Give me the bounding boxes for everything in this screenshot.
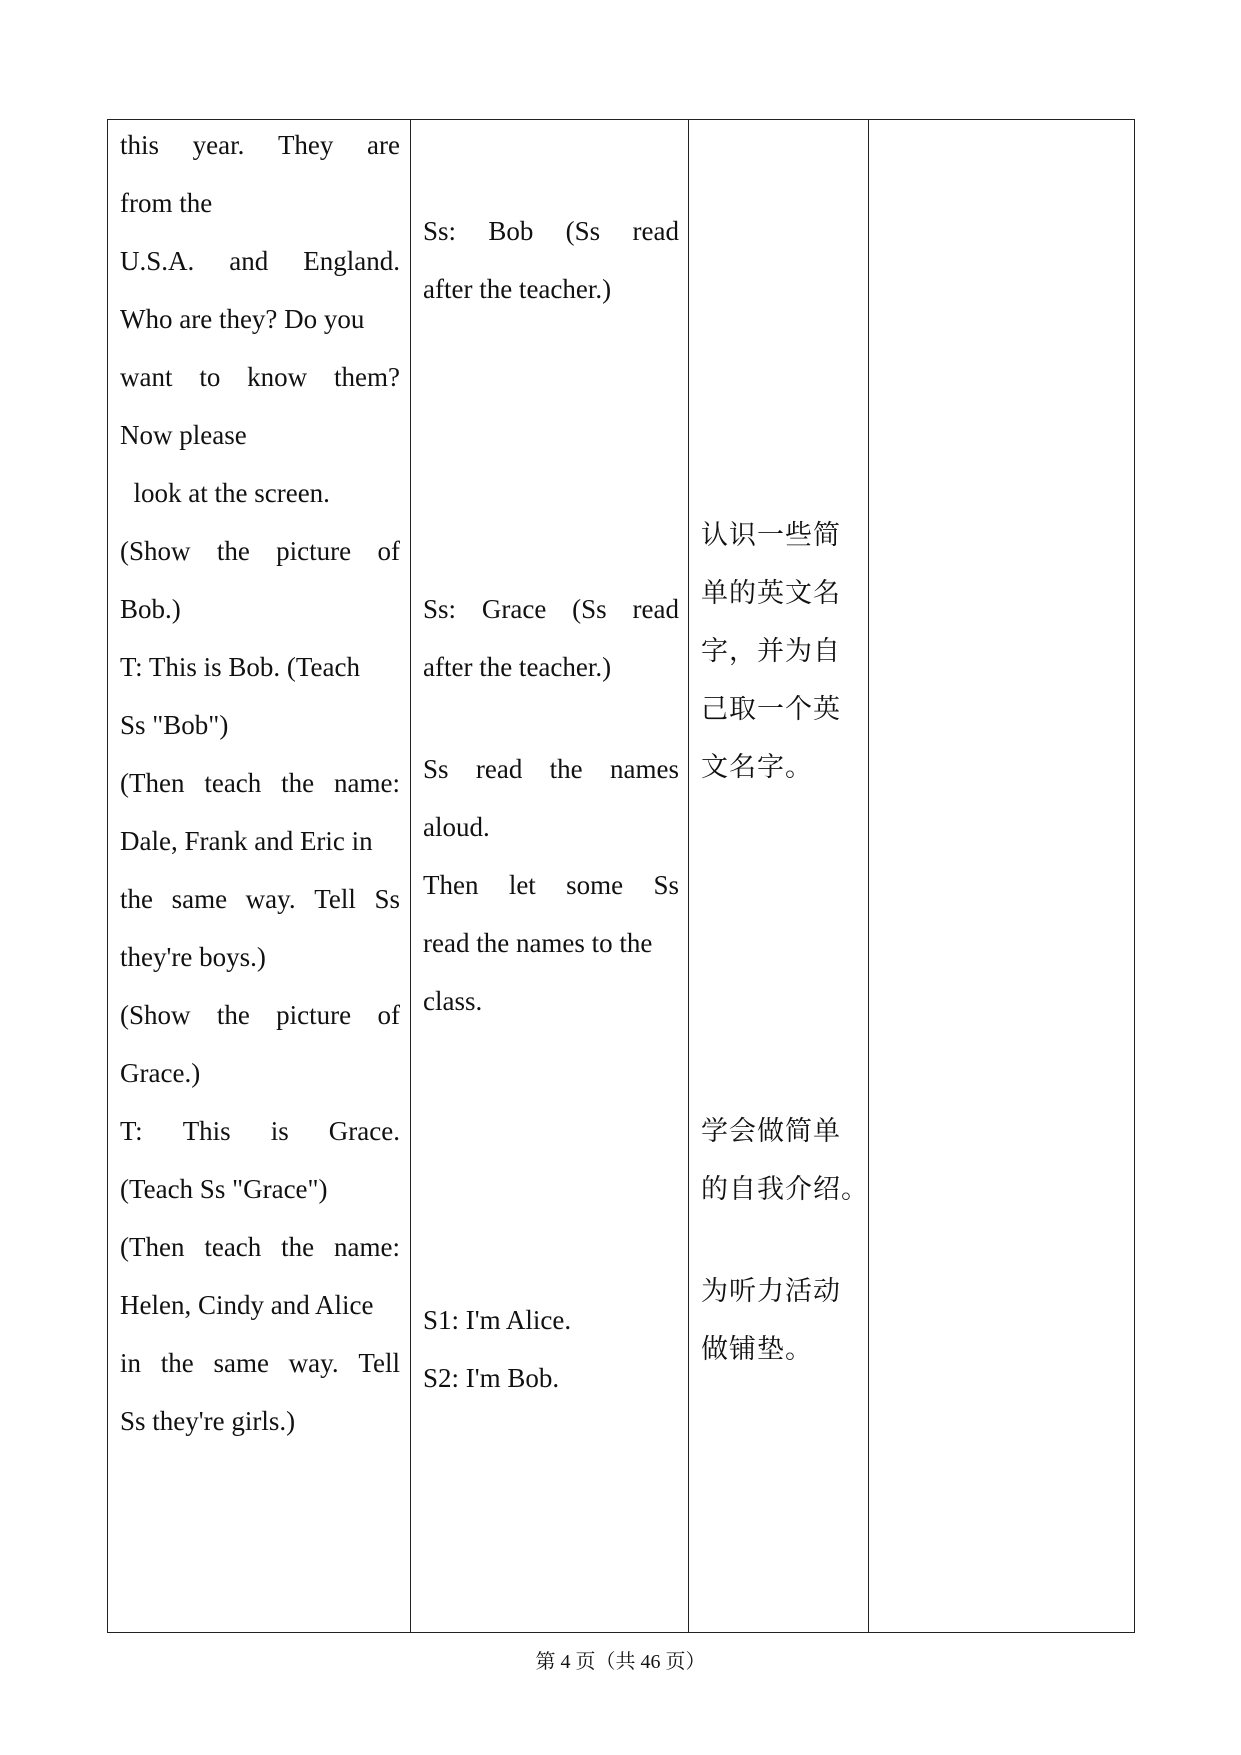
line-text: S1: I'm Alice.	[423, 1305, 572, 1335]
teacher-activity-line	[120, 1346, 400, 1380]
teacher-activity-line	[120, 360, 400, 394]
purpose-line	[701, 692, 871, 726]
purpose-line	[701, 518, 871, 552]
student-activity-line	[423, 272, 679, 306]
word: (Ss	[565, 216, 601, 246]
student-activity-line	[423, 752, 679, 786]
word: Ss	[653, 870, 679, 900]
line-text: 单的英文名	[701, 578, 841, 608]
word: same	[171, 884, 228, 914]
line-text: after the teacher.)	[423, 274, 612, 304]
line-text: Ss "Bob")	[120, 710, 229, 740]
student-activity-line	[423, 926, 679, 960]
teacher-activity-line	[120, 186, 400, 220]
purpose-line	[701, 1114, 871, 1148]
teacher-activity-line	[120, 128, 400, 162]
line-text: 己取一个英	[701, 694, 841, 724]
word: England.	[303, 246, 400, 276]
word: them?	[333, 362, 400, 392]
teacher-activity-line	[120, 708, 400, 742]
line-text: Ss they're girls.)	[120, 1406, 296, 1436]
word: (Then	[120, 768, 185, 798]
purpose-line	[701, 634, 871, 668]
word: year.	[192, 130, 245, 160]
word: names	[609, 754, 679, 784]
student-activity-line	[423, 1303, 679, 1337]
word: same	[213, 1348, 269, 1378]
word: teach	[204, 768, 262, 798]
word: the	[216, 536, 250, 566]
line-text: 的自我介绍。	[701, 1174, 869, 1204]
line-text: Grace.)	[120, 1058, 201, 1088]
line-text: 认识一些简	[701, 520, 841, 550]
word: way.	[288, 1348, 339, 1378]
word: Bob	[488, 216, 534, 246]
purpose-column	[689, 120, 869, 1632]
word: in	[120, 1348, 142, 1378]
purpose-line	[701, 1274, 871, 1308]
word: read	[632, 594, 679, 624]
word: Tell	[314, 884, 356, 914]
word: Then	[423, 870, 479, 900]
teacher-activity-line	[120, 1056, 400, 1090]
teacher-activity-line	[120, 244, 400, 278]
teacher-activity-line	[120, 650, 400, 684]
word: Ss:	[423, 216, 457, 246]
line-text: Helen, Cindy and Alice	[120, 1290, 374, 1320]
purpose-line	[701, 750, 871, 784]
teacher-activity-line	[120, 1114, 400, 1148]
line-text: look at the screen.	[120, 478, 330, 508]
word: way.	[245, 884, 296, 914]
teacher-activity-line	[120, 882, 400, 916]
word: is	[270, 1116, 289, 1146]
teacher-activity-line	[120, 534, 400, 568]
word: read	[475, 754, 523, 784]
teacher-activity-line	[120, 940, 400, 974]
teacher-activity-line	[120, 302, 400, 336]
line-text: aloud.	[423, 812, 490, 842]
line-text: T: This is Bob. (Teach	[120, 652, 360, 682]
word: let	[508, 870, 536, 900]
teacher-activity-line	[120, 476, 400, 510]
word: Tell	[358, 1348, 400, 1378]
teacher-activity-line	[120, 1230, 400, 1264]
student-activity-line	[423, 592, 679, 626]
word: picture	[276, 536, 352, 566]
word: (Then	[120, 1232, 185, 1262]
word: the	[216, 1000, 250, 1030]
line-text: Who are they? Do you	[120, 304, 365, 334]
teacher-activity-line	[120, 1288, 400, 1322]
line-text: they're boys.)	[120, 942, 266, 972]
teacher-activity-line	[120, 418, 400, 452]
word: and	[229, 246, 269, 276]
word: to	[199, 362, 221, 392]
line-text: Bob.)	[120, 594, 181, 624]
word: (Show	[120, 1000, 191, 1030]
line-text: 为听力活动	[701, 1276, 841, 1306]
teacher-activity-line	[120, 1404, 400, 1438]
student-activity-line	[423, 984, 679, 1018]
purpose-line	[701, 1172, 871, 1206]
word: of	[377, 536, 400, 566]
teacher-activity-line	[120, 592, 400, 626]
word: the	[549, 754, 583, 784]
word: (Show	[120, 536, 191, 566]
word: the	[120, 884, 153, 914]
word: Ss:	[423, 594, 457, 624]
word: the	[160, 1348, 194, 1378]
teacher-activity-column	[108, 120, 411, 1632]
word: Grace.	[328, 1116, 400, 1146]
word: Ss	[374, 884, 400, 914]
word: of	[377, 1000, 400, 1030]
word: the	[281, 768, 315, 798]
line-text: read the names to the	[423, 928, 653, 958]
word: U.S.A.	[120, 246, 195, 276]
word: the	[281, 1232, 315, 1262]
word: name:	[334, 768, 400, 798]
word: Grace	[481, 594, 547, 624]
line-text: 文名字。	[701, 752, 813, 782]
word: are	[367, 130, 400, 160]
teacher-activity-line	[120, 998, 400, 1032]
line-text: Dale, Frank and Eric in	[120, 826, 373, 856]
line-text: Now please	[120, 420, 247, 450]
line-text: from the	[120, 188, 213, 218]
purpose-line	[701, 576, 871, 610]
word: name:	[334, 1232, 400, 1262]
line-text: (Teach Ss "Grace")	[120, 1174, 328, 1204]
line-text: 学会做简单	[701, 1116, 841, 1146]
page-footer: 第 4 页（共 46 页）	[535, 1651, 706, 1673]
line-text: S2: I'm Bob.	[423, 1363, 560, 1393]
purpose-line	[701, 1332, 871, 1366]
student-activity-line	[423, 810, 679, 844]
word: read	[632, 216, 679, 246]
word: this	[120, 130, 160, 160]
teacher-activity-line	[120, 766, 400, 800]
student-activity-line	[423, 650, 679, 684]
teacher-activity-line	[120, 1172, 400, 1206]
word: This	[182, 1116, 231, 1146]
student-activity-column	[411, 120, 689, 1632]
word: picture	[276, 1000, 352, 1030]
student-activity-line	[423, 214, 679, 248]
word: know	[247, 362, 308, 392]
line-text: class.	[423, 986, 483, 1016]
lesson-plan-table	[107, 119, 1135, 1633]
line-text: after the teacher.)	[423, 652, 612, 682]
notes-column	[869, 120, 1134, 1632]
line-text: 做铺垫。	[701, 1334, 813, 1364]
word: They	[277, 130, 334, 160]
line-text: 字，并为自	[701, 636, 841, 666]
word: T:	[120, 1116, 143, 1146]
word: (Ss	[572, 594, 607, 624]
student-activity-line	[423, 1361, 679, 1395]
word: some	[566, 870, 624, 900]
word: want	[120, 362, 173, 392]
teacher-activity-line	[120, 824, 400, 858]
student-activity-line	[423, 868, 679, 902]
word: Ss	[423, 754, 449, 784]
word: teach	[204, 1232, 262, 1262]
